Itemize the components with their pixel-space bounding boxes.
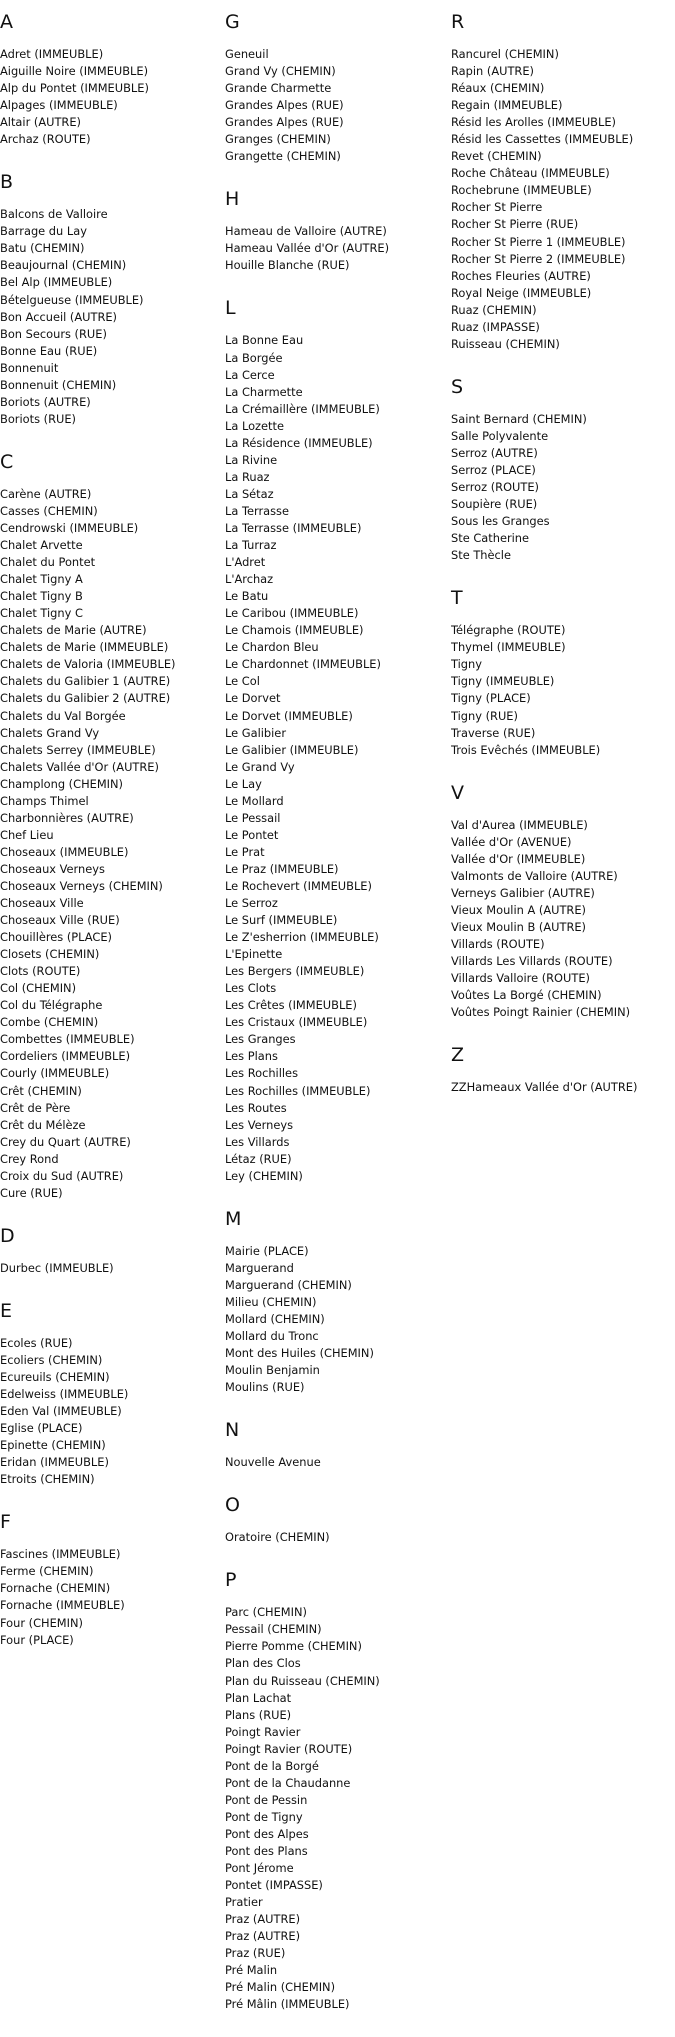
letter-group	[451, 1045, 675, 1096]
letter-group	[225, 1420, 450, 1471]
street-name: Hameau de Valloire (AUTRE)	[225, 224, 387, 239]
street-name: Chalets Grand Vy	[0, 725, 100, 740]
street-name: Balcons de Valloire	[0, 207, 108, 222]
street-name: Roches Fleuries (AUTRE)	[451, 268, 591, 283]
street-name: Vieux Moulin B (AUTRE)	[451, 919, 587, 934]
street-name: Chalet Tigny C	[0, 606, 83, 621]
street-list	[0, 1260, 225, 1277]
street-name: Eridan (IMMEUBLE)	[0, 1455, 109, 1470]
street-name: Vieux Moulin A (AUTRE)	[451, 902, 586, 917]
letter-heading: L	[225, 297, 236, 320]
street-name: Télégraphe (ROUTE)	[451, 623, 566, 638]
letter-heading: F	[0, 1511, 11, 1534]
street-name: Fornache (CHEMIN)	[0, 1581, 111, 1596]
street-name: Chalets de Valoria (IMMEUBLE)	[0, 657, 176, 672]
street-name: Tigny (PLACE)	[451, 691, 531, 706]
street-name: Vallée d'Or (AVENUE)	[451, 834, 572, 849]
street-name: Four (PLACE)	[0, 1632, 74, 1647]
street-name: Col du Télégraphe	[0, 998, 103, 1013]
street-name: Bonne Eau (RUE)	[0, 343, 98, 358]
street-list	[0, 206, 225, 428]
street-name: La Bonne Eau	[225, 333, 304, 348]
street-list	[225, 46, 450, 165]
street-name: Marguerand (CHEMIN)	[225, 1277, 352, 1292]
street-name: Pessail (CHEMIN)	[225, 1622, 322, 1637]
street-name: Bel Alp (IMMEUBLE)	[0, 275, 113, 290]
street-name: Le Z'esherrion (IMMEUBLE)	[225, 930, 379, 945]
street-name: Villards Valloire (ROUTE)	[451, 971, 590, 986]
street-name: Closets (CHEMIN)	[0, 947, 100, 962]
letter-heading: V	[451, 781, 464, 804]
street-name: Grandes Alpes (RUE)	[225, 98, 344, 113]
street-name: Chalet du Pontet	[0, 555, 96, 570]
street-name: Choseaux Ville (RUE)	[0, 913, 120, 928]
street-name: Boriots (AUTRE)	[0, 394, 91, 409]
street-name: Verneys Galibier (AUTRE)	[451, 885, 595, 900]
letter-heading: T	[451, 587, 463, 610]
street-name: Tigny	[451, 657, 482, 672]
street-name: Granges (CHEMIN)	[225, 132, 331, 147]
street-name: Royal Neige (IMMEUBLE)	[451, 285, 592, 300]
street-name: Pont des Plans	[225, 1843, 308, 1858]
street-name: Thymel (IMMEUBLE)	[451, 640, 566, 655]
street-name: Chalets du Galibier 1 (AUTRE)	[0, 674, 171, 689]
street-name: Les Plans	[225, 1049, 278, 1064]
street-name: Ecureuils (CHEMIN)	[0, 1370, 110, 1384]
letter-group	[0, 1301, 225, 1488]
letter-group	[451, 588, 675, 758]
street-name: Durbec (IMMEUBLE)	[0, 1260, 114, 1275]
street-name: Pont de la Borgé	[225, 1758, 319, 1773]
street-name: Charbonnières (AUTRE)	[0, 810, 134, 825]
street-name: Les Verneys	[225, 1117, 294, 1132]
street-name: Pontet (IMPASSE)	[225, 1878, 323, 1893]
letter-group	[451, 783, 675, 1022]
letter-heading: O	[225, 1494, 240, 1517]
street-name: La Terrasse	[225, 503, 289, 518]
street-name: Parc (CHEMIN)	[225, 1605, 307, 1620]
street-name: Les Clots	[225, 981, 277, 996]
street-name: Eden Val (IMMEUBLE)	[0, 1404, 122, 1419]
street-name: Fascines (IMMEUBLE)	[0, 1547, 121, 1562]
street-name: Alp du Pontet (IMMEUBLE)	[0, 81, 149, 96]
street-name: Le Chardonnet (IMMEUBLE)	[225, 657, 381, 672]
letter-group	[225, 1209, 450, 1396]
street-name: Praz (AUTRE)	[225, 1912, 301, 1927]
street-name: Chalets Vallée d'Or (AUTRE)	[0, 759, 159, 774]
street-name: Oratoire (CHEMIN)	[225, 1530, 330, 1545]
street-name: Pratier	[225, 1895, 263, 1910]
street-name: Archaz (ROUTE)	[0, 132, 91, 147]
street-name: Pré Mâlin (IMMEUBLE)	[225, 1997, 350, 2012]
letter-heading: G	[225, 11, 240, 33]
street-name: ZZHameaux Vallée d'Or (AUTRE)	[451, 1080, 638, 1095]
street-name: Grangette (CHEMIN)	[225, 149, 341, 164]
street-name: Le Chamois (IMMEUBLE)	[225, 623, 364, 638]
street-name: Champlong (CHEMIN)	[0, 776, 123, 791]
street-name: Rocher St Pierre 1 (IMMEUBLE)	[451, 234, 626, 249]
street-list	[0, 486, 225, 1202]
street-name: Mollard du Tronc	[225, 1329, 319, 1344]
street-name: Ecoliers (CHEMIN)	[0, 1352, 103, 1367]
street-name: Mollard (CHEMIN)	[225, 1312, 325, 1326]
street-list	[225, 1529, 450, 1546]
street-list	[225, 223, 450, 274]
street-name: Mairie (PLACE)	[225, 1243, 309, 1258]
street-name: Le Mollard	[225, 793, 284, 808]
street-name: Le Galibier	[225, 725, 286, 740]
street-name: Chalets de Marie (AUTRE)	[0, 623, 147, 638]
street-name: Altair (AUTRE)	[0, 115, 81, 130]
street-name: Voûtes Poingt Rainier (CHEMIN)	[451, 1005, 631, 1020]
street-name: Les Cristaux (IMMEUBLE)	[225, 1015, 368, 1030]
street-list	[451, 46, 675, 353]
street-name: Grandes Alpes (RUE)	[225, 115, 344, 130]
street-list	[451, 817, 675, 1022]
street-name: Pré Malin (CHEMIN)	[225, 1980, 336, 1995]
street-name: Ley (CHEMIN)	[225, 1168, 303, 1183]
street-name: Aiguille Noire (IMMEUBLE)	[0, 64, 149, 79]
street-name: Les Rochilles (IMMEUBLE)	[225, 1083, 371, 1098]
street-name: Col (CHEMIN)	[0, 981, 77, 996]
street-name: Choseaux (IMMEUBLE)	[0, 844, 129, 859]
street-name: Plans (RUE)	[225, 1707, 292, 1722]
street-name: Réaux (CHEMIN)	[451, 81, 545, 96]
street-name: Vallée d'Or (IMMEUBLE)	[451, 851, 586, 866]
letter-group	[451, 12, 675, 353]
street-name: Le Surf (IMMEUBLE)	[225, 913, 338, 928]
street-name: Fornache (IMMEUBLE)	[0, 1598, 125, 1613]
street-name: Clots (ROUTE)	[0, 964, 81, 979]
letter-heading: R	[451, 11, 465, 33]
street-name: L'Archaz	[225, 572, 274, 587]
street-name: Adret (IMMEUBLE)	[0, 47, 104, 61]
street-name: Serroz (PLACE)	[451, 462, 536, 477]
street-name: Plan Lachat	[225, 1690, 292, 1705]
letter-group	[451, 377, 675, 564]
street-name: Mont des Huiles (CHEMIN)	[225, 1346, 374, 1361]
street-name: Grand Vy (CHEMIN)	[225, 64, 336, 79]
street-name: Les Granges	[225, 1032, 296, 1047]
street-name: La Résidence (IMMEUBLE)	[225, 435, 373, 450]
street-name: Croix du Sud (AUTRE)	[0, 1168, 124, 1183]
street-name: Bon Accueil (AUTRE)	[0, 309, 118, 324]
street-name: Chouillères (PLACE)	[0, 930, 112, 945]
street-name: Tigny (RUE)	[451, 708, 518, 723]
street-name: Casses (CHEMIN)	[0, 503, 98, 518]
street-name: Ferme (CHEMIN)	[0, 1564, 94, 1579]
street-list	[225, 1604, 450, 2013]
street-name: Nouvelle Avenue	[225, 1455, 321, 1470]
letter-heading: D	[0, 1224, 15, 1247]
street-name: Plan des Clos	[225, 1656, 301, 1671]
street-name: Choseaux Ville	[0, 896, 84, 911]
street-name: La Turraz	[225, 538, 277, 553]
street-name: Chalets de Marie (IMMEUBLE)	[0, 640, 169, 655]
street-name: Chalets du Val Borgée	[0, 708, 126, 723]
street-name: L'Epinette	[225, 947, 283, 962]
street-name: Rocher St Pierre (RUE)	[451, 217, 579, 232]
street-name: Le Rochevert (IMMEUBLE)	[225, 878, 372, 893]
street-list	[451, 411, 675, 564]
letter-group	[225, 189, 450, 274]
letter-heading: S	[451, 375, 464, 398]
street-name: Chalets du Galibier 2 (AUTRE)	[0, 691, 171, 706]
street-name: Les Routes	[225, 1100, 287, 1115]
street-name: L'Adret	[225, 555, 266, 570]
street-name: Serroz (AUTRE)	[451, 445, 538, 460]
street-name: Résid les Cassettes (IMMEUBLE)	[451, 132, 634, 147]
street-name: Choseaux Verneys (CHEMIN)	[0, 878, 163, 893]
street-name: Courly (IMMEUBLE)	[0, 1066, 110, 1081]
street-name: La Lozette	[225, 418, 284, 433]
street-name: Alpages (IMMEUBLE)	[0, 98, 118, 113]
letter-group	[0, 452, 225, 1202]
street-name: Four (CHEMIN)	[0, 1615, 83, 1630]
street-name: Salle Polyvalente	[451, 428, 549, 443]
street-name: Ruaz (IMPASSE)	[451, 319, 540, 334]
street-name: Crêt de Père	[0, 1100, 71, 1115]
street-name: Tigny (IMMEUBLE)	[451, 674, 555, 689]
street-name: Ste Catherine	[451, 531, 530, 546]
street-name: Le Praz (IMMEUBLE)	[225, 861, 339, 876]
street-name: Saint Bernard (CHEMIN)	[451, 411, 587, 426]
street-name: La Crémaillère (IMMEUBLE)	[225, 401, 380, 416]
street-name: Houille Blanche (RUE)	[225, 258, 350, 273]
letter-group	[0, 12, 225, 148]
street-name: Ste Thècle	[451, 548, 511, 563]
street-name: Poingt Ravier	[225, 1724, 301, 1739]
street-name: Boriots (RUE)	[0, 411, 76, 426]
street-name: Rapin (AUTRE)	[451, 64, 534, 79]
street-name: Beaujournal (CHEMIN)	[0, 258, 127, 273]
street-name: Bonnenuit (CHEMIN)	[0, 377, 117, 392]
street-name: Ecoles (RUE)	[0, 1335, 73, 1350]
street-name: Hameau Vallée d'Or (AUTRE)	[225, 241, 390, 256]
street-name: Crêt du Mélèze	[0, 1117, 86, 1132]
street-name: Le Dorvet (IMMEUBLE)	[225, 708, 353, 723]
street-list	[451, 1079, 675, 1096]
street-name: Le Chardon Bleu	[225, 640, 319, 655]
street-list	[0, 1335, 225, 1488]
letter-group	[225, 1495, 450, 1546]
street-name: Pont Jérome	[225, 1861, 294, 1876]
street-name: Champs Thimel	[0, 793, 89, 808]
street-name: Choseaux Verneys	[0, 861, 105, 876]
street-name: Praz (AUTRE)	[225, 1929, 301, 1944]
street-list	[225, 332, 450, 1184]
street-name: Chalet Tigny B	[0, 589, 83, 604]
letter-heading: B	[0, 171, 14, 194]
street-name: Moulins (RUE)	[225, 1380, 305, 1395]
letter-group	[225, 298, 450, 1184]
street-name: Traverse (RUE)	[451, 725, 536, 740]
street-name: Batu (CHEMIN)	[0, 241, 85, 256]
street-name: La Charmette	[225, 384, 303, 399]
letter-heading: H	[225, 188, 240, 211]
street-name: Cure (RUE)	[0, 1185, 63, 1200]
letter-heading: Z	[451, 1044, 465, 1067]
street-name: Crêt (CHEMIN)	[0, 1083, 82, 1098]
street-name: Rancurel (CHEMIN)	[451, 47, 559, 61]
street-name: La Sétaz	[225, 486, 274, 501]
street-name: Pont des Alpes	[225, 1826, 309, 1841]
street-name: Serroz (ROUTE)	[451, 480, 539, 495]
street-name: Soupière (RUE)	[451, 497, 538, 512]
street-name: Val d'Aurea (IMMEUBLE)	[451, 817, 588, 832]
street-name: Sous les Granges	[451, 514, 550, 529]
street-name: Barrage du Lay	[0, 224, 87, 239]
street-name: Pont de Pessin	[225, 1792, 308, 1807]
street-name: Le Lay	[225, 776, 262, 791]
street-name: Grande Charmette	[225, 81, 332, 96]
letter-heading: E	[0, 1299, 13, 1322]
street-name: Epinette (CHEMIN)	[0, 1438, 106, 1453]
street-name: Pré Malin	[225, 1963, 278, 1978]
street-name: Cordeliers (IMMEUBLE)	[0, 1049, 131, 1064]
street-name: Le Grand Vy	[225, 759, 295, 774]
street-name: Voûtes La Borgé (CHEMIN)	[451, 988, 602, 1003]
street-name: Le Galibier (IMMEUBLE)	[225, 742, 359, 757]
letter-heading: M	[225, 1207, 242, 1230]
street-name: Le Caribou (IMMEUBLE)	[225, 606, 359, 621]
street-list	[225, 1243, 450, 1396]
street-name: Cendrowski (IMMEUBLE)	[0, 520, 139, 535]
street-name: Bon Secours (RUE)	[0, 326, 107, 341]
street-list	[0, 1546, 225, 1648]
street-name: Roche Château (IMMEUBLE)	[451, 166, 610, 181]
street-name: Chalets Serrey (IMMEUBLE)	[0, 742, 156, 757]
street-name: Milieu (CHEMIN)	[225, 1294, 317, 1309]
street-name: La Ruaz	[225, 469, 270, 484]
street-name: Létaz (RUE)	[225, 1151, 292, 1166]
street-name: Rocher St Pierre	[451, 200, 543, 215]
street-name: Les Rochilles	[225, 1066, 298, 1081]
street-name: Etroits (CHEMIN)	[0, 1472, 95, 1487]
street-list	[451, 622, 675, 758]
street-column-3	[451, 12, 675, 1120]
street-name: Edelweiss (IMMEUBLE)	[0, 1387, 129, 1402]
street-name: Villards Les Villards (ROUTE)	[451, 954, 613, 969]
street-name: Pont de Tigny	[225, 1809, 303, 1824]
street-name: Le Pontet	[225, 827, 279, 842]
street-name: Villards (ROUTE)	[451, 936, 545, 951]
letter-heading: A	[0, 11, 13, 33]
street-column-2	[225, 12, 450, 2037]
street-name: Rocher St Pierre 2 (IMMEUBLE)	[451, 251, 626, 266]
street-name: Crey du Quart (AUTRE)	[0, 1134, 131, 1149]
street-name: Geneuil	[225, 47, 269, 61]
street-name: Bételgueuse (IMMEUBLE)	[0, 292, 144, 307]
street-name: Combe (CHEMIN)	[0, 1015, 99, 1030]
letter-group	[0, 172, 225, 428]
letter-heading: C	[0, 450, 14, 473]
street-name: La Rivine	[225, 452, 278, 467]
street-name: Chalet Arvette	[0, 538, 83, 553]
letter-group	[225, 12, 450, 165]
street-name: Marguerand	[225, 1260, 294, 1275]
street-name: Plan du Ruisseau (CHEMIN)	[225, 1673, 380, 1688]
street-name: Pont de la Chaudanne	[225, 1775, 351, 1790]
street-name: Le Batu	[225, 589, 269, 604]
street-name: Rochebrune (IMMEUBLE)	[451, 183, 592, 198]
street-name: Pierre Pomme (CHEMIN)	[225, 1639, 362, 1654]
street-name: Chef Lieu	[0, 827, 54, 842]
street-name: Poingt Ravier (ROUTE)	[225, 1741, 353, 1756]
street-name: Crey Rond	[0, 1151, 59, 1166]
street-name: Les Crêtes (IMMEUBLE)	[225, 998, 357, 1013]
street-name: Le Pessail	[225, 810, 281, 825]
street-name: Valmonts de Valloire (AUTRE)	[451, 868, 618, 883]
street-name: Chalet Tigny A	[0, 572, 83, 587]
street-name: Le Col	[225, 674, 260, 689]
street-name: Eglise (PLACE)	[0, 1421, 83, 1436]
street-name: Regain (IMMEUBLE)	[451, 98, 563, 113]
street-name: La Borgée	[225, 350, 283, 365]
street-name: Combettes (IMMEUBLE)	[0, 1032, 135, 1047]
letter-group	[225, 1570, 450, 2013]
street-name: Bonnenuit	[0, 360, 59, 375]
letter-heading: N	[225, 1419, 240, 1442]
letter-group	[0, 1512, 225, 1648]
street-name: Praz (RUE)	[225, 1946, 286, 1961]
street-name: Les Bergers (IMMEUBLE)	[225, 964, 365, 979]
street-name: Trois Evêchés (IMMEUBLE)	[451, 742, 601, 757]
street-name: Le Prat	[225, 844, 265, 859]
street-name: La Cerce	[225, 367, 275, 382]
letter-group	[0, 1226, 225, 1277]
street-column-1	[0, 12, 225, 1673]
street-list	[0, 46, 225, 148]
street-name: Le Serroz	[225, 896, 278, 911]
street-name: Carène (AUTRE)	[0, 486, 92, 501]
street-name: Ruaz (CHEMIN)	[451, 302, 537, 317]
street-name: La Terrasse (IMMEUBLE)	[225, 520, 362, 535]
street-name: Les Villards	[225, 1134, 290, 1149]
street-name: Résid les Arolles (IMMEUBLE)	[451, 115, 616, 130]
street-name: Revet (CHEMIN)	[451, 149, 542, 164]
letter-heading: P	[225, 1569, 237, 1592]
street-list	[225, 1454, 450, 1471]
street-name: Ruisseau (CHEMIN)	[451, 336, 560, 351]
street-name: Moulin Benjamin	[225, 1363, 320, 1378]
street-name: Le Dorvet	[225, 691, 281, 706]
